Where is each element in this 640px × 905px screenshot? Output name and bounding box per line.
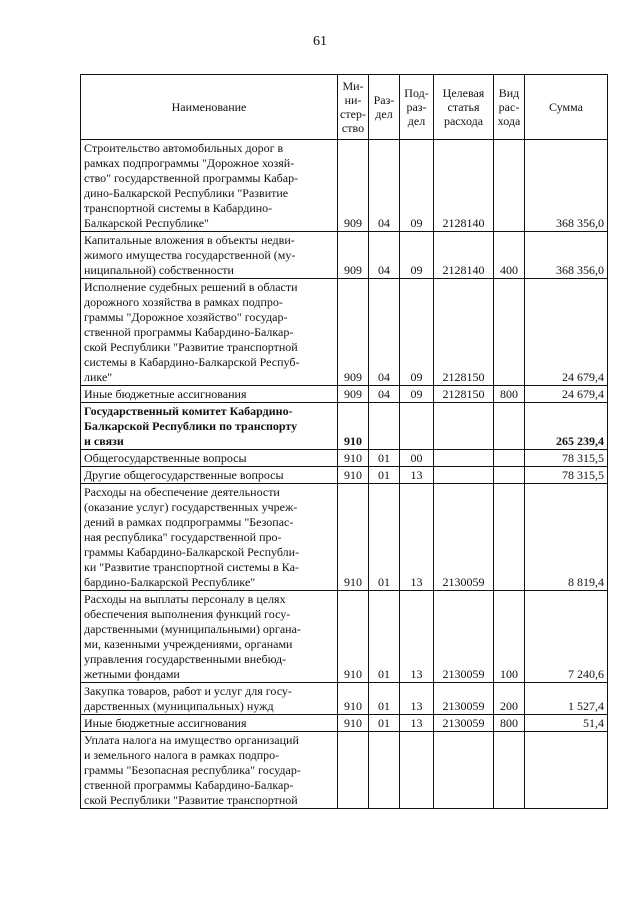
table-row	[81, 140, 608, 232]
row-name: Другие общегосударственные вопросы	[81, 467, 338, 484]
row-expense-type	[494, 403, 525, 450]
row-target: 2128140	[434, 140, 494, 232]
row-target: 2128140	[434, 232, 494, 279]
row-subsection: 13	[400, 683, 434, 715]
page-number: 61	[313, 34, 327, 49]
row-expense-type: 400	[494, 232, 525, 279]
row-ministry	[338, 732, 369, 809]
row-ministry: 910	[338, 715, 369, 732]
table-row	[81, 403, 608, 450]
table-row	[81, 683, 608, 715]
table-row	[81, 467, 608, 484]
row-ministry: 910	[338, 683, 369, 715]
row-target	[434, 450, 494, 467]
table-row	[81, 591, 608, 683]
row-ministry: 910	[338, 467, 369, 484]
row-ministry: 909	[338, 140, 369, 232]
header-section: Раз- дел	[369, 75, 400, 140]
row-amount: 51,4	[525, 715, 608, 732]
row-expense-type: 800	[494, 386, 525, 403]
row-amount	[525, 732, 608, 809]
table-row	[81, 279, 608, 386]
row-subsection: 13	[400, 591, 434, 683]
row-ministry: 909	[338, 279, 369, 386]
row-section: 04	[369, 386, 400, 403]
row-section: 01	[369, 484, 400, 591]
row-target	[434, 467, 494, 484]
row-subsection: 09	[400, 386, 434, 403]
row-subsection	[400, 403, 434, 450]
row-name: Иные бюджетные ассигнования	[81, 715, 338, 732]
row-amount: 368 356,0	[525, 140, 608, 232]
table-row	[81, 386, 608, 403]
row-name: Строительство автомобильных дорог в рамках подпрограммы "Дорожное хозяй- ство" государственной программы Кабар- дино-Балкарской Республики "Развитие транспортной системы в Кабардино- Балкарской Республике"	[81, 140, 338, 232]
header-amount: Сумма	[525, 75, 608, 140]
row-section: 04	[369, 232, 400, 279]
row-target: 2130059	[434, 591, 494, 683]
row-section: 04	[369, 279, 400, 386]
header-ministry: Ми- ни- стер- ство	[338, 75, 369, 140]
row-name: Расходы на обеспечение деятельности (оказание услуг) государственных учреж- дений в рамках подпрограммы "Безопас- ная республика" государственной про- граммы Кабардино-Балкарской Республи- ки "Развитие транспортной системы в Ка- бардино-Балкарской Республике"	[81, 484, 338, 591]
header-row	[81, 75, 608, 140]
row-subsection: 00	[400, 450, 434, 467]
row-expense-type	[494, 732, 525, 809]
row-expense-type	[494, 279, 525, 386]
row-ministry: 910	[338, 484, 369, 591]
row-amount: 7 240,6	[525, 591, 608, 683]
table-row	[81, 450, 608, 467]
row-expense-type	[494, 450, 525, 467]
row-amount: 24 679,4	[525, 279, 608, 386]
row-target	[434, 403, 494, 450]
row-subsection	[400, 732, 434, 809]
row-section: 04	[369, 140, 400, 232]
row-expense-type: 800	[494, 715, 525, 732]
row-ministry: 909	[338, 232, 369, 279]
row-target: 2130059	[434, 484, 494, 591]
row-section: 01	[369, 467, 400, 484]
row-name: Исполнение судебных решений в области дорожного хозяйства в рамках подпро- граммы "Дорожное хозяйство" государ- ственной программы Кабардино-Балкар- ской Республики "Развитие транспортной системы в Кабардино-Балкарской Респуб- лике"	[81, 279, 338, 386]
row-target: 2128150	[434, 279, 494, 386]
row-ministry: 910	[338, 591, 369, 683]
row-target: 2128150	[434, 386, 494, 403]
header-target: Целевая статья расхода	[434, 75, 494, 140]
row-target: 2130059	[434, 683, 494, 715]
header-expense-type: Вид рас- хода	[494, 75, 525, 140]
table-row	[81, 732, 608, 809]
row-ministry: 909	[338, 386, 369, 403]
row-amount: 78 315,5	[525, 450, 608, 467]
budget-table	[80, 74, 608, 809]
table-row	[81, 232, 608, 279]
row-expense-type	[494, 484, 525, 591]
table-row	[81, 484, 608, 591]
row-name: Общегосударственные вопросы	[81, 450, 338, 467]
row-amount: 8 819,4	[525, 484, 608, 591]
table-row	[81, 715, 608, 732]
row-section: 01	[369, 715, 400, 732]
row-subsection: 13	[400, 467, 434, 484]
row-name: Закупка товаров, работ и услуг для госу- дарственных (муниципальных) нужд	[81, 683, 338, 715]
row-expense-type: 100	[494, 591, 525, 683]
row-amount: 24 679,4	[525, 386, 608, 403]
row-name: Государственный комитет Кабардино- Балкарской Республики по транспорту и связи	[81, 403, 338, 450]
row-section: 01	[369, 450, 400, 467]
row-name: Иные бюджетные ассигнования	[81, 386, 338, 403]
row-amount: 1 527,4	[525, 683, 608, 715]
row-ministry: 910	[338, 403, 369, 450]
row-expense-type	[494, 467, 525, 484]
row-subsection: 09	[400, 279, 434, 386]
row-subsection: 09	[400, 232, 434, 279]
row-name: Расходы на выплаты персоналу в целях обеспечения выполнения функций госу- дарственными (муниципальными) органа- ми, казенными учреждениями, органами управления государственными внебюд- жетными фондами	[81, 591, 338, 683]
header-name: Наименование	[81, 75, 338, 140]
row-name: Капитальные вложения в объекты недви- жимого имущества государственной (му- ниципальной) собственности	[81, 232, 338, 279]
row-expense-type	[494, 140, 525, 232]
header-subsection: Под- раз- дел	[400, 75, 434, 140]
row-section: 01	[369, 591, 400, 683]
row-amount: 368 356,0	[525, 232, 608, 279]
row-amount: 265 239,4	[525, 403, 608, 450]
row-subsection: 13	[400, 715, 434, 732]
row-amount: 78 315,5	[525, 467, 608, 484]
row-section	[369, 403, 400, 450]
row-subsection: 09	[400, 140, 434, 232]
row-target	[434, 732, 494, 809]
row-section: 01	[369, 683, 400, 715]
row-subsection: 13	[400, 484, 434, 591]
row-name: Уплата налога на имущество организаций и земельного налога в рамках подпро- граммы "Безопасная республика" государ- ственной программы Кабардино-Балкар- ской Республики "Развитие транспортной	[81, 732, 338, 809]
row-target: 2130059	[434, 715, 494, 732]
row-expense-type: 200	[494, 683, 525, 715]
row-ministry: 910	[338, 450, 369, 467]
row-section	[369, 732, 400, 809]
